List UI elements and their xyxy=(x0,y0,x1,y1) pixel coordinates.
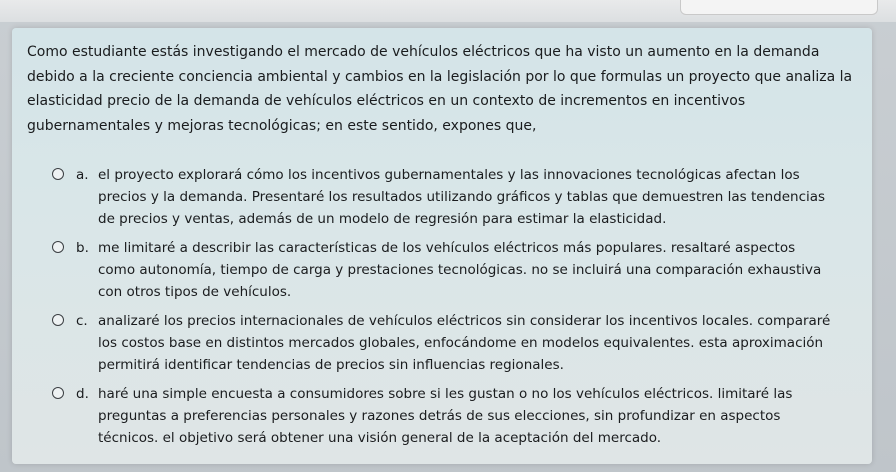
question-text: Como estudiante estás investigando el mercado de vehículos eléctricos que ha visto un aumento en la demanda debido a la creciente conciencia ambiental y cambios en la legislación por lo que formulas un proyecto que analiza la elasticidad precio de la demanda de vehículos eléctricos en un contexto de incrementos en incentivos gubernamentales y mejoras tecnológicas; en este sentido, expones que, xyxy=(27,44,853,134)
option-d-letter: d. xyxy=(76,386,89,402)
top-tab xyxy=(680,0,878,15)
option-d-text: haré una simple encuesta a consumidores sobre si les gustan o no los vehículos eléctricos. limitaré las preguntas a preferencias personales y razones detrás de sus elecciones, sin profundizar en aspectos técnicos. el objetivo será obtener una visión general de la aceptación del mercado. xyxy=(98,386,793,446)
answer-options xyxy=(52,164,842,456)
radio-button-c[interactable] xyxy=(52,314,64,326)
option-b-letter: b. xyxy=(76,240,89,256)
option-d[interactable] xyxy=(52,383,842,456)
option-a-letter: a. xyxy=(76,167,89,183)
question-card xyxy=(12,28,872,464)
radio-button-a[interactable] xyxy=(52,168,64,180)
option-a-text: el proyecto explorará cómo los incentivos gubernamentales y las innovaciones tecnológicas afectan los precios y la demanda. Presentaré los resultados utilizando gráficos y tablas que demuestren las tendencias de precios y ventas, además de un modelo de regresión para estimar la elasticidad. xyxy=(98,167,826,227)
option-b[interactable] xyxy=(52,237,842,310)
radio-button-b[interactable] xyxy=(52,241,64,253)
option-c-letter: c. xyxy=(76,313,88,329)
radio-button-d[interactable] xyxy=(52,387,64,399)
top-strip xyxy=(0,0,896,22)
option-c[interactable] xyxy=(52,310,842,383)
option-c-text: analizaré los precios internacionales de vehículos eléctricos sin considerar los incentivos locales. compararé los costos base en distintos mercados globales, enfocándome en modelos equivalentes. esta aproximación permitirá identificar tendencias de precios sin influencias regionales. xyxy=(98,313,831,373)
option-a[interactable] xyxy=(52,164,842,237)
option-b-text: me limitaré a describir las características de los vehículos eléctricos más populares. resaltaré aspectos como autonomía, tiempo de carga y prestaciones tecnológicas. no se incluirá una comparación exhaustiva con otros tipos de vehículos. xyxy=(98,240,822,300)
